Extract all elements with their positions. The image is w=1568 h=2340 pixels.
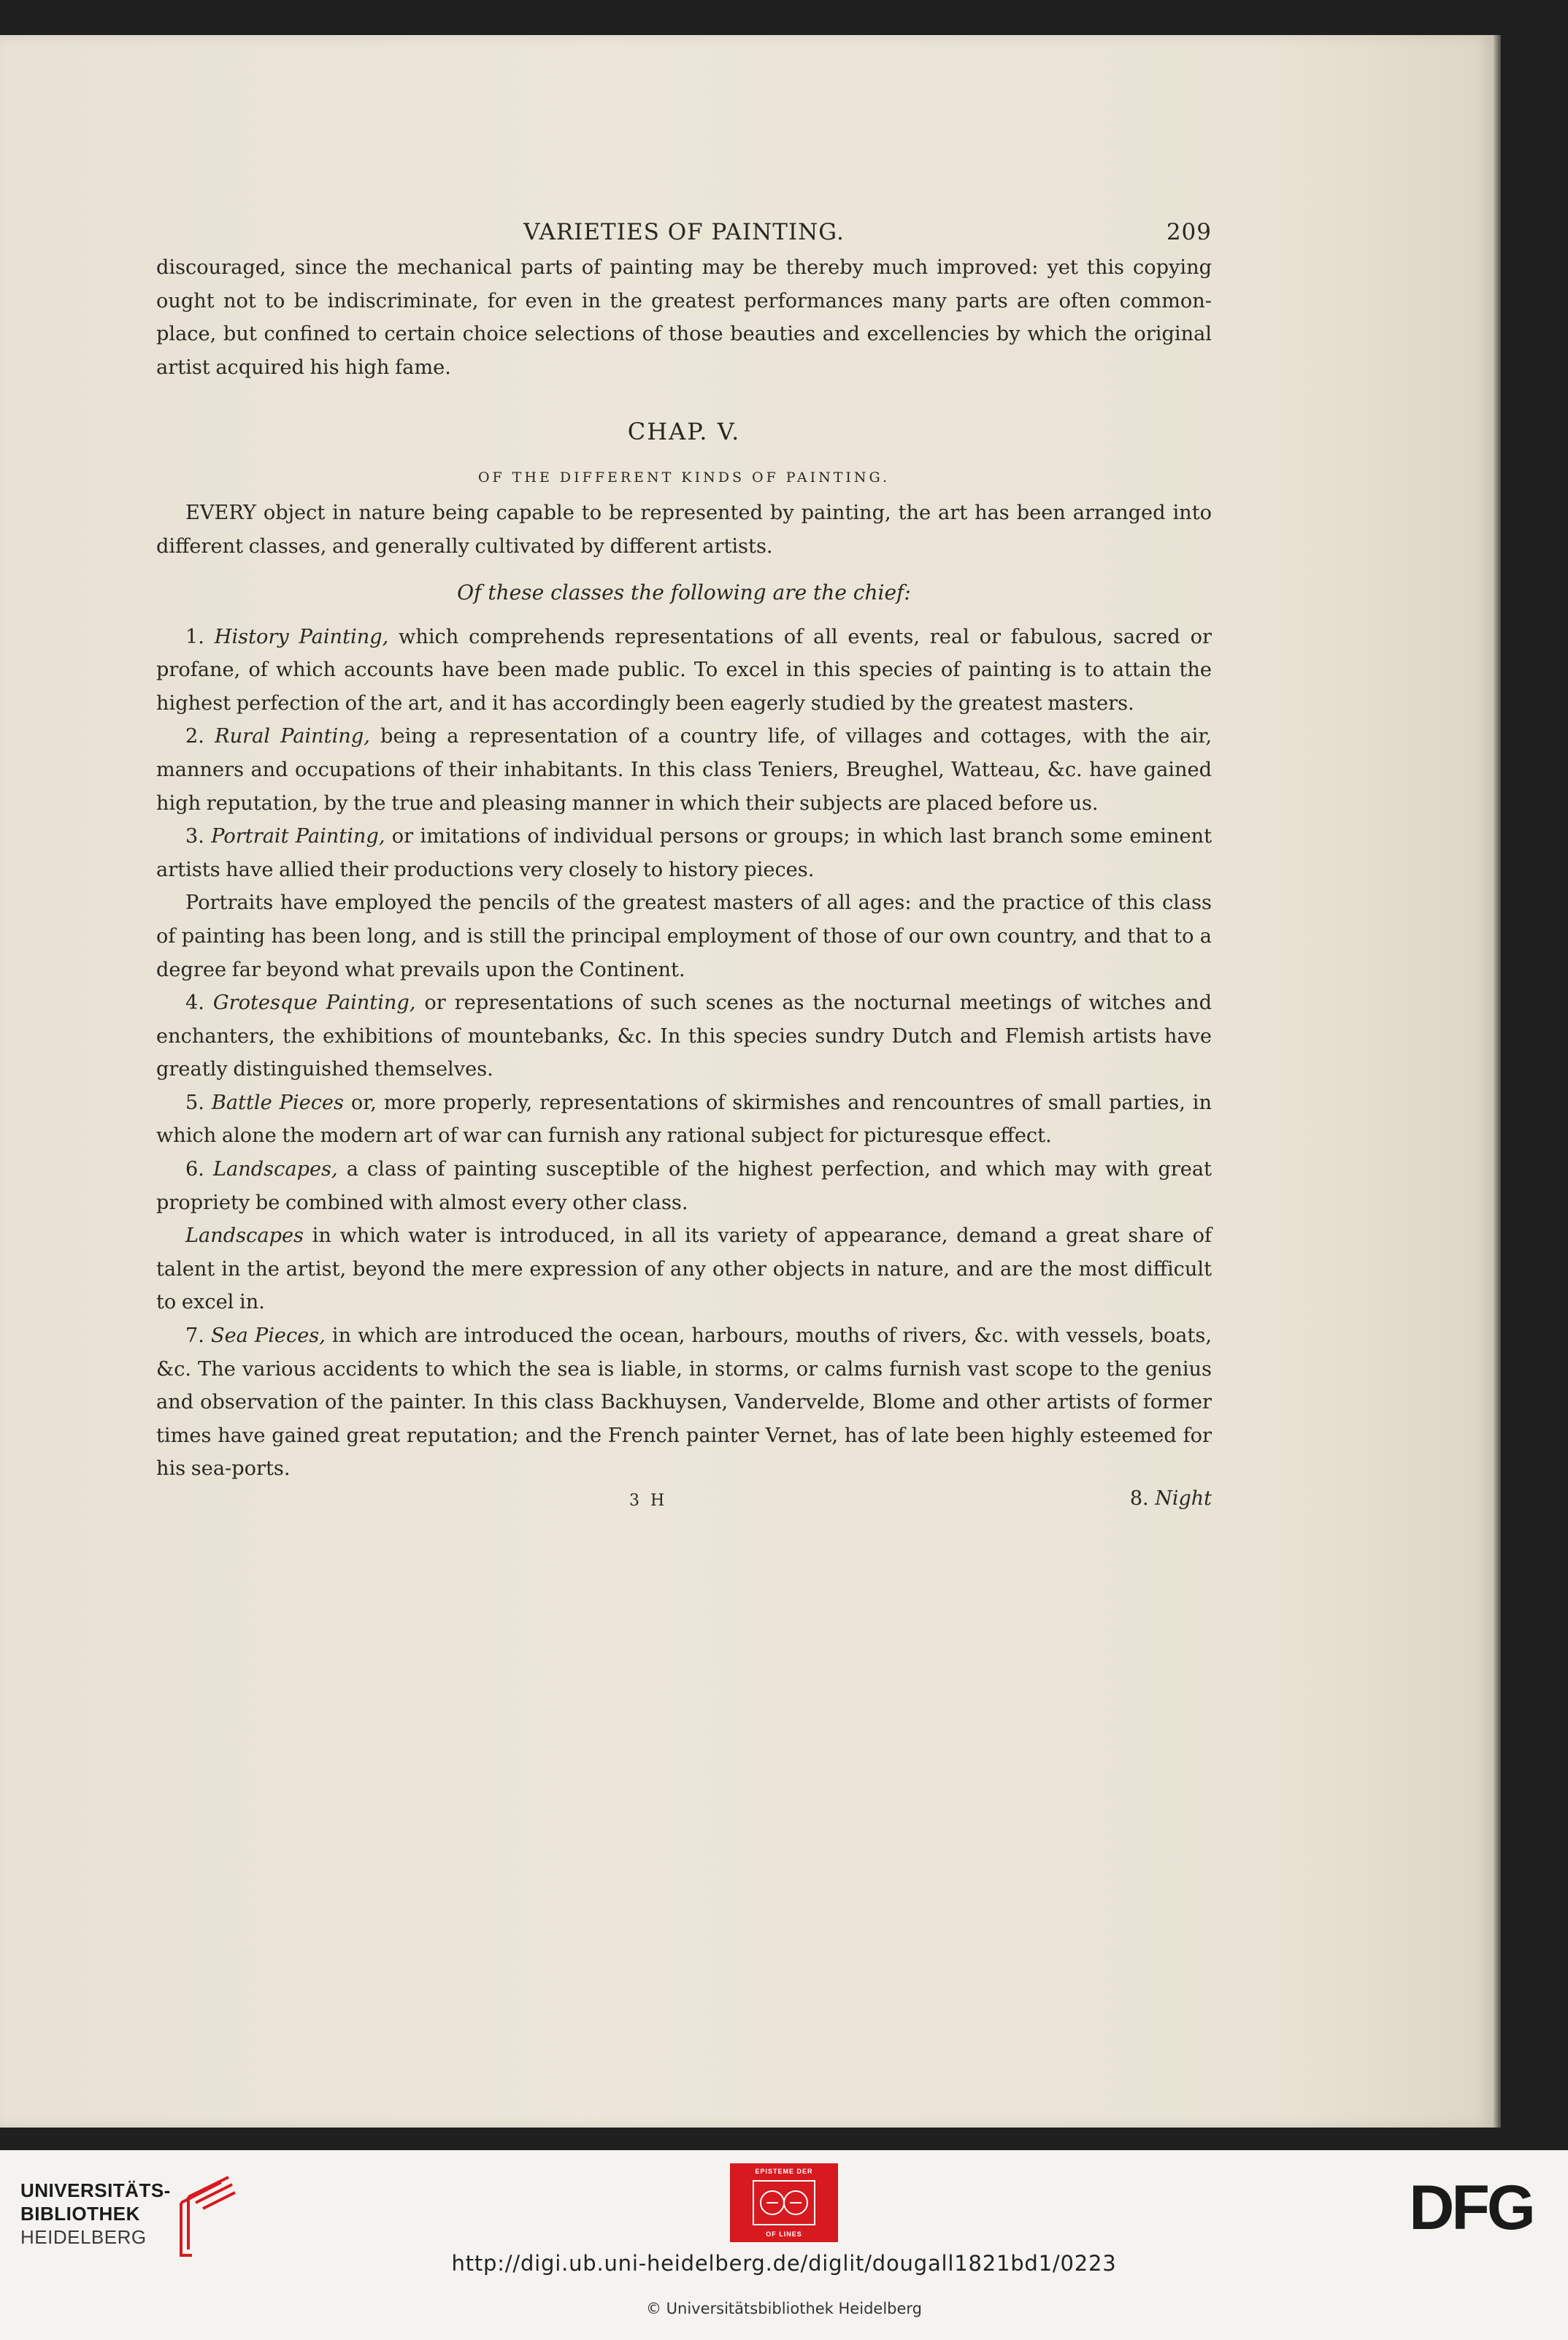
- running-head: [156, 219, 1212, 251]
- library-name-line2: BIBLIOTHEK: [20, 2203, 140, 2225]
- running-head-title: VARIETIES OF PAINTING.: [523, 219, 845, 245]
- copyright-notice: © Universitätsbibliothek Heidelberg: [645, 2300, 922, 2317]
- episteme-logo[interactable]: [730, 2163, 838, 2242]
- library-name-line1: UNIVERSITÄTS-: [20, 2179, 171, 2201]
- episteme-emblem-icon: [752, 2179, 816, 2226]
- dfg-logo-text: DFG: [1409, 2173, 1533, 2238]
- item-term: Sea Pieces,: [210, 1324, 326, 1348]
- library-name-line3: HEIDELBERG: [20, 2226, 147, 2248]
- item-number: 1.: [185, 625, 204, 648]
- page-text-block: [156, 219, 1212, 1519]
- opening-paragraph: discouraged, since the mechanical parts of painting may be thereby much improved: yet this copying ought not to be indiscriminate, for even in the greatest performances many parts are often common-place, but confined to certain choice selections of those beauties and excellencies by which the original artist acquired his high fame.: [156, 256, 1212, 379]
- item-text: a class of painting susceptible of the highest perfection, and which may with great propriety be combined with almost every other class.: [156, 1158, 1212, 1214]
- page-edge: [1494, 35, 1501, 2128]
- item-number: 2.: [185, 725, 204, 748]
- item-text: in which water is introduced, in all its variety of appearance, demand a great share of talent in the artist, beyond the mere expression of any other objects in nature, and are the most difficult to excel in.: [156, 1224, 1212, 1314]
- item-term: Rural Painting,: [215, 725, 370, 748]
- item-term: Landscapes: [185, 1224, 304, 1248]
- item-number: 3.: [185, 825, 204, 848]
- university-library-logo[interactable]: [20, 2174, 239, 2261]
- list-item: [156, 820, 1212, 886]
- catchword-word: Night: [1155, 1487, 1212, 1510]
- source-url-link[interactable]: http://digi.ub.uni-heidelberg.de/diglit/dougall1821bd1/0223: [451, 2251, 1117, 2276]
- list-item: [156, 1153, 1212, 1219]
- chapter-heading: CHAP. V.: [627, 418, 741, 446]
- list-item: [156, 1219, 1212, 1319]
- list-item: [156, 1319, 1212, 1486]
- dfg-logo-icon[interactable]: [1396, 2172, 1546, 2238]
- item-text: or imitations of individual persons or groups; in which last branch some eminent artists have allied their productions very closely to history pieces.: [156, 825, 1212, 881]
- list-item: [156, 1086, 1212, 1153]
- list-item: [156, 986, 1212, 1086]
- episteme-logo-bottom-text: OF LINES: [766, 2230, 802, 2238]
- library-mark-icon: [159, 2174, 239, 2261]
- item-term: Battle Pieces: [211, 1091, 344, 1114]
- item-text: in which are introduced the ocean, harbours, mouths of rivers, &c. with vessels, boats, &c. The various accidents to which the sea is liable, in storms, or calms furnish vast scope to the genius and observation of the painter. In this class Backhuysen, Vandervelde, Blome and other artists of former times have gained great reputation; and the French painter Vernet, has of late been highly esteemed for his sea-ports.: [156, 1324, 1212, 1481]
- item-term: History Painting,: [214, 625, 389, 648]
- list-item: [156, 720, 1212, 820]
- page-number: 209: [1166, 219, 1212, 245]
- item-number: 6.: [185, 1158, 204, 1181]
- item-term: Landscapes,: [213, 1158, 338, 1181]
- list-item: [156, 621, 1212, 721]
- signature-mark: 3 H: [629, 1492, 668, 1510]
- item-text: Portraits have employed the pencils of the greatest masters of all ages: and the practice of this class of painting has been long, and is still the principal employment of those of our own country, and that to a degree far beyond what prevails upon the Continent.: [156, 891, 1212, 981]
- item-term: Portrait Painting,: [211, 825, 385, 848]
- item-term: Grotesque Painting,: [212, 991, 416, 1015]
- episteme-logo-top-text: EPISTEME DER: [755, 2168, 813, 2175]
- intro-italic-line: Of these classes the following are the chief:: [457, 580, 911, 605]
- item-number: 7.: [185, 1324, 204, 1348]
- catchword: [1130, 1487, 1212, 1510]
- page-foot: [156, 1487, 1212, 1519]
- chapter-subheading: OF THE DIFFERENT KINDS OF PAINTING.: [477, 469, 891, 486]
- item-text: or representations of such scenes as the nocturnal meetings of witches and enchanters, the exhibitions of mountebanks, &c. In this species sundry Dutch and Flemish artists have greatly distinguished themselves.: [156, 991, 1212, 1081]
- item-text: being a representation of a country life, of villages and cottages, with the air, manners and occupations of their inhabitants. In this class Teniers, Breughel, Watteau, &c. have gained high reputation, by the true and pleasing manner in which their subjects are placed before us.: [156, 725, 1212, 815]
- item-text: or, more properly, representations of skirmishes and rencountres of small parties, in which alone the modern art of war can furnish any rational subject for picturesque effect.: [156, 1091, 1212, 1148]
- viewer-footer: [0, 2150, 1568, 2340]
- intro-paragraph: EVERY object in nature being capable to be represented by painting, the art has been arranged into different classes, and generally cultivated by different artists.: [156, 502, 1212, 558]
- item-text: which comprehends representations of all events, real or fabulous, sacred or profane, of which accounts have been made public. To excel in this species of painting is to attain the highest perfection of the art, and it has accordingly been eagerly studied by the greatest masters.: [156, 625, 1212, 715]
- item-number: 5.: [185, 1091, 204, 1114]
- list-item: [156, 886, 1212, 986]
- item-number: 4.: [185, 991, 204, 1015]
- catchword-number: 8.: [1129, 1487, 1149, 1510]
